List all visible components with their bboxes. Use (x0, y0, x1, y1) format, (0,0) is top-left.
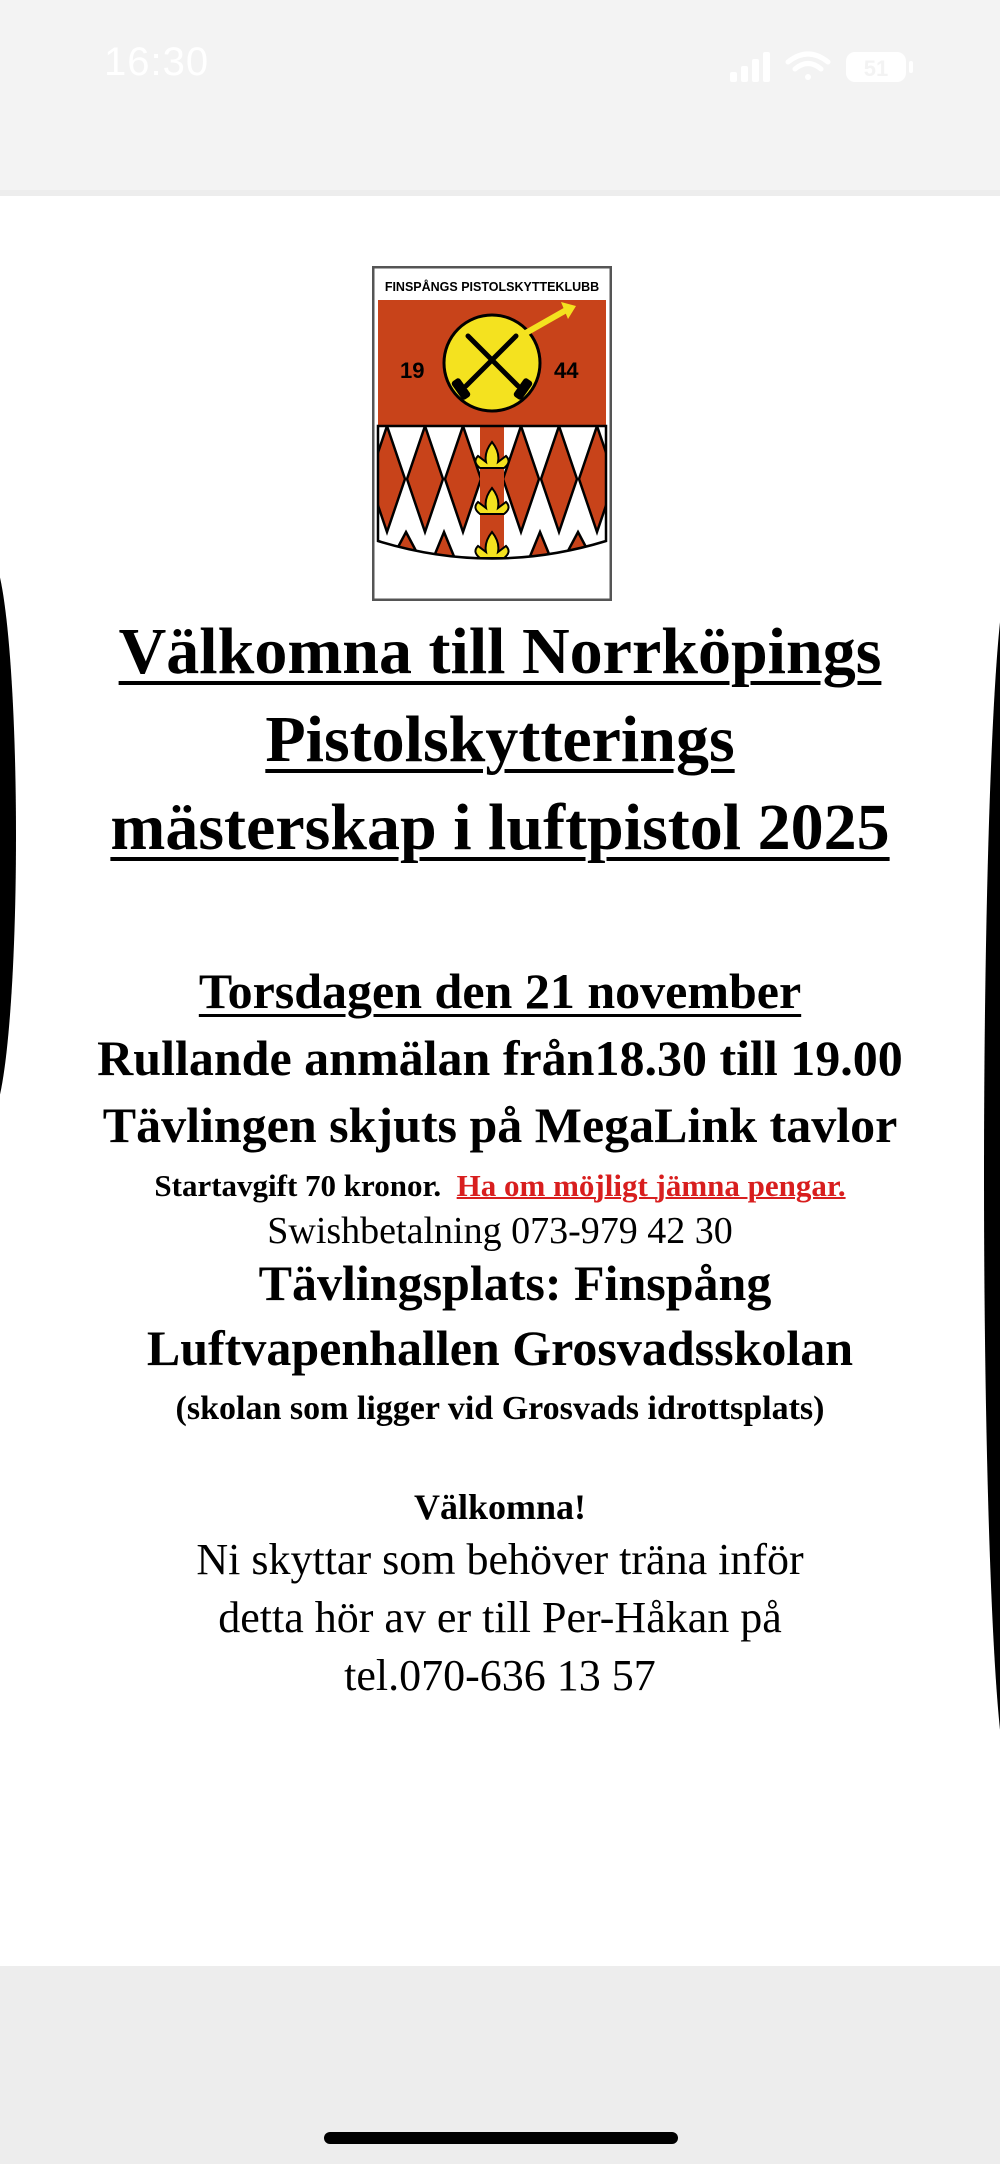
event-date: Torsdagen den 21 november (198, 963, 802, 1019)
entry-fee-note: Ha om möjligt jämna pengar. (456, 1168, 846, 1203)
home-indicator[interactable] (324, 2132, 678, 2144)
welcome-text: Välkomna! (413, 1487, 587, 1527)
status-bar (0, 0, 1000, 190)
status-time: 16:30 (104, 40, 210, 84)
swish-payment: Swishbetalning 073-979 42 30 (267, 1210, 733, 1252)
wifi-icon (788, 54, 828, 80)
poster-title-line2: Pistolskytterings (265, 703, 735, 776)
training-line1: Ni skyttar som behöver träna inför (196, 1535, 804, 1584)
entry-fee: Startavgift 70 kronor. (154, 1168, 442, 1203)
venue-line1: Tävlingsplats: Finspång (258, 1255, 772, 1311)
training-line2: detta hör av er till Per-Håkan på (218, 1593, 782, 1642)
entry-fee-line (0, 1168, 1000, 1204)
battery-level: 51 (863, 56, 889, 81)
signal-icon (730, 52, 770, 82)
venue-note: (skolan som ligger vid Grosvads idrottsplats) (175, 1390, 825, 1427)
target-system: Tävlingen skjuts på MegaLink tavlor (102, 1097, 898, 1153)
training-line3: tel.070-636 13 57 (344, 1651, 656, 1700)
poster-title-line1: Välkomna till Norrköpings (118, 615, 882, 688)
club-logo (372, 266, 612, 601)
battery-icon (846, 52, 913, 82)
poster-image (0, 196, 1000, 1966)
logo-year-right: 44 (554, 358, 579, 383)
poster-title-line3: mästerskap i luftpistol 2025 (110, 791, 890, 864)
registration-time: Rullande anmälan från18.30 till 19.00 (97, 1030, 903, 1086)
venue-line2: Luftvapenhallen Grosvadsskolan (146, 1320, 854, 1376)
logo-club-name: FINSPÅNGS PISTOLSKYTTEKLUBB (384, 280, 600, 294)
logo-year-left: 19 (400, 358, 425, 383)
status-icons (730, 48, 930, 84)
